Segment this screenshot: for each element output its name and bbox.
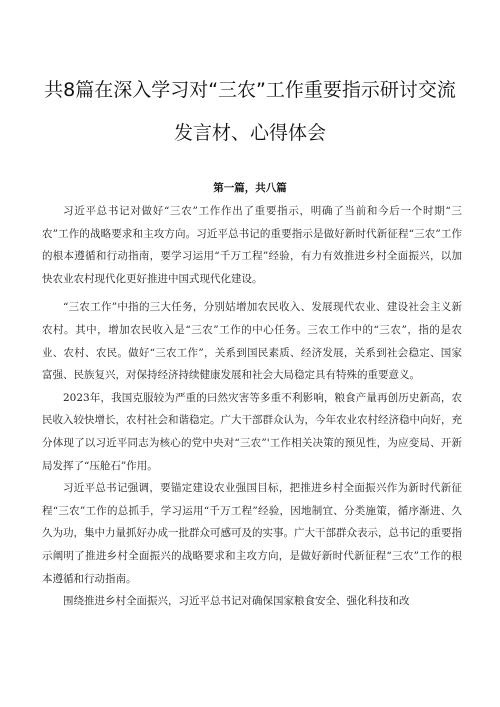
document-title-line-2: 发言材、心得体会 xyxy=(173,122,326,144)
paragraph: “三农工作”中指的三大任务，分别姑增加农民收入、发展现代农业、建设社会主义新农村。其中，增加农民收入是“三农”工作的中心任务。三农工作中的“三农”，指的是农业、农村、农民。做好“三农工作”，关系到国民素质、经济发展，关系到社会稳定、国家富强、民族复兴，对保持经济持续健康发展和社会大局稳定具有特殊的重要意义。 xyxy=(42,301,462,382)
paragraph: 习近平总书记强调，要锚定建设农业强国目标，把推进乡村全面振兴作为新时代新征程“三农”工作的总抓手，学习运用“千万工程”经验，因地制宜、分类施策，循序渐进、久久为功，集中力量抓好办成一批群众可感可及的实事。广大干部群众表示，总书记的重要指示阐明了推进乡村全面振兴的战略要求和主攻方向，是做好新时代新征程“三农”工作的根本遵循和行动指南。 xyxy=(42,482,462,585)
paragraph: 2023年，我国克服较为严重的曰然灾害等多重不利影响，粮食产量再创历史新高，农民收入较快增长，农村社会和谐稳定。广大干部群众认为，今年农业农村经济稳中向好，充分体现了以习近平同志为核心的党中央对“三农”'工作相关决策的预见性，为应变局、开新局发挥了“压舱石”作用。 xyxy=(42,391,462,472)
document-body xyxy=(42,200,462,613)
document-title-line-1: 共8篇在深入学习对“三农”工作重要指示研讨交流 xyxy=(44,79,456,101)
paragraph: 习近平总书记对做好“三农”工作作出了重要指示，明确了当前和今后一个时期“三农”工作的战略要求和主攻方向。习近平总书记的重要指示是做好新时代新征程“三农”工作的根本遵循和行动指南，要学习运用“千万工程”经验，有力有效推进乡村全面振兴，以加快农业农村现代化更好推进中国式现代化建设。 xyxy=(42,205,462,285)
section-heading: 第一篇，共八篇 xyxy=(213,182,287,194)
paragraph: 围绕推进乡村全面振兴，习近平总书记对确保国家粮食安全、强化科技和改 xyxy=(63,595,410,608)
